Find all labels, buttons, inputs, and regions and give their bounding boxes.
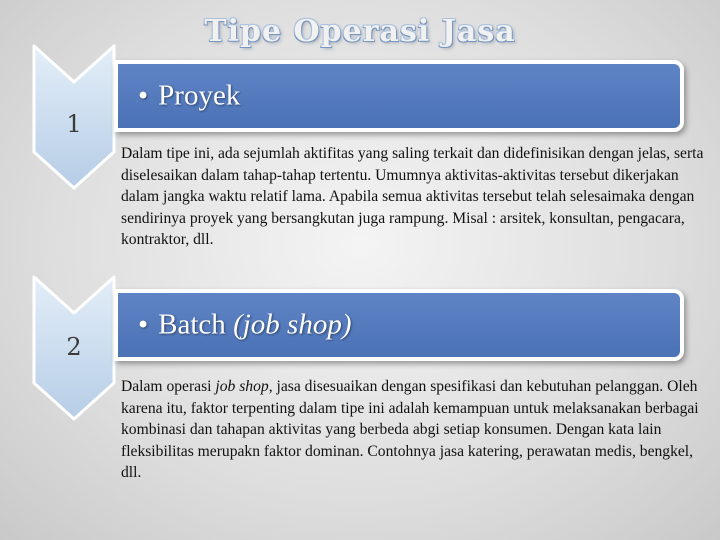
step-heading-1: • Proyek	[138, 79, 241, 112]
step-number-1: 1	[66, 110, 82, 138]
step-chevron-2	[32, 275, 124, 425]
step-chevron-1	[32, 44, 124, 194]
slide-title: Tipe Operasi Jasa	[204, 14, 516, 49]
step-banner-2	[114, 289, 684, 361]
step-heading-2: • Batch (job shop)	[138, 308, 352, 341]
step-description-2: Dalam operasi job shop, jasa disesuaikan dengan spesifikasi dan kebutuhan pelanggan. Oleh karena itu, faktor terpenting dalam tipe ini adalah kemampuan untuk melaksanakan berbagai kombinasi dan tahapan aktivitas yang berbeda abgi setiap konsumen. Dengan kata lain fleksibilitas merupakn faktor dominan. Contohnya jasa katering, perawatan medis, bengkel, dll.	[121, 378, 699, 482]
step-description-1: Dalam tipe ini, ada sejumlah aktifitas yang saling terkait dan didefinisikan dengan jelas, serta diselesaikan dalam tahap-tahap tertentu. Umumnya aktivitas-aktivitas tersebut dikerjakan dalam jangka waktu relatif lama. Apabila semua aktivitas tersebut telah selesaimaka dengan sendirinya proyek yang bersangkutan juga rampung. Misal : arsitek, konsultan, pengacara, kontraktor, dll.	[121, 145, 704, 249]
bullet-icon: •	[138, 308, 149, 341]
step-number-2: 2	[66, 333, 82, 361]
bullet-icon: •	[138, 79, 149, 112]
step-banner-1	[114, 60, 684, 132]
